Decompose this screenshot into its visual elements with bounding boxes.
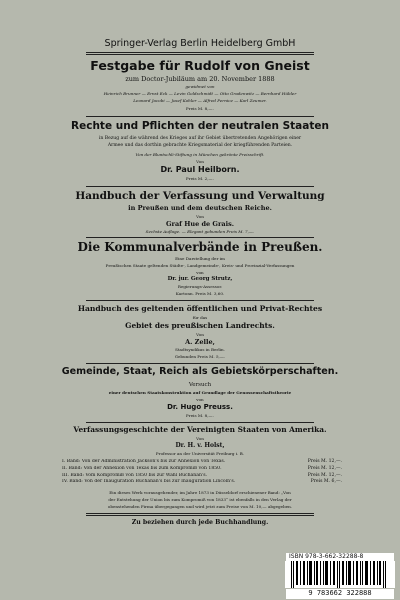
volume-price: Preis M. 12,—. [307,465,342,471]
ad3-author: Graf Hue de Grais. [165,220,235,228]
ad3-von: Von [196,214,204,219]
ad6-price: Preis M. 8,—. [186,413,214,418]
ad4-von: von [196,270,204,275]
ad5-author: A. Zelle, [185,338,215,346]
ad3-title-line1: Handbuch der Verfassung und Verwaltung [75,190,325,202]
volume-entry [62,479,342,486]
ad2-author: Dr. Paul Heilborn. [160,165,240,174]
divider [86,116,314,117]
ad2-desc-line1: in Bezug auf die während des Krieges auf ihr Gebiet übertretenden Angehörigen einer [98,136,302,141]
ad1-note: gewidmet von [185,84,215,89]
volume-price: Preis M. 6,—. [310,479,342,485]
volume-price: Preis M. 12,—. [307,459,342,464]
ad4-price: Kartonn. Preis M. 3,60. [175,291,225,296]
ad5-title-line2: Gebiet des preußischen Landrechts. [125,321,275,330]
ad7-note-line2: der Entstehung der Union bis zum Kompromiß von 1833“ ist ebenfalls in den Verlag der [108,497,292,502]
ad6-author: Dr. Hugo Preuss. [167,403,233,411]
ad2-title: Rechte und Pflichten der neutralen Staaten [71,120,329,132]
divider [86,422,314,423]
ad6-desc: einer deutschen Staatskonstruktion auf Grundlage der Genossenschaftstheorie [108,390,292,395]
ad2-desc-line2: Armee und das dorthin gebrachte Kriegsmaterial der kriegführenden Parteien. [107,143,293,148]
ad7-title: Verfassungsgeschichte der Vereinigten Staaten von Amerika. [73,425,327,434]
ad1-price: Preis M. 8,—. [186,106,214,111]
ad6-versuch: Versuch [188,382,212,388]
volume-entry [62,473,342,480]
volume-entry [62,466,342,473]
ad7-von: Von [196,436,204,441]
top-double-rule [86,52,314,55]
isbn-label: ISBN 978-3-662-32288-8 [286,553,394,562]
ad3-edition: Sechste Auflage. — Elegant gebunden Preis M. 7,—. [145,229,255,234]
ad3-title-line2: in Preußen und dem deutschen Reiche. [128,204,272,212]
ad2-price: Preis M. 2,—. [186,176,214,181]
ad1-authors-line2: Leonard Jacobi — Josef Kohler — Alfred Pernice — Karl Zeumer. [133,98,267,103]
volume-text: III. Band: Vom Kompromiß von 1850 bis zur Wahl Buchanan's. [62,472,208,478]
ad5-title: Handbuch des geltenden öffentlichen und Privat-Rechtes [77,304,323,313]
ad5-price: Gebunden Preis M. 5,—. [174,354,226,359]
ad5-fuer: für das [192,315,208,320]
ad4-desc-line1: Eine Darstellung der im [175,256,225,261]
ad1-subtitle: zum Doctor-Jubiläum am 20. November 1888 [125,75,275,83]
ad5-role: Stadtsyndikus in Berlin. [175,347,225,352]
ad2-von: Von [196,159,204,164]
ad1-title: Festgabe für Rudolf von Gneist [90,58,310,73]
ad4-desc-line2: Preußischen Staate geltenden Städte-, Landgemeinde-, Kreis- und Provinzial-Verfassungen [105,263,295,268]
barcode-digits: 9 783662 322888 [286,589,394,599]
divider [86,237,314,238]
divider [86,186,314,187]
volume-text: II. Band: Von der Annexion von Texas bis zum Kompromiß von 1850. [62,465,222,471]
divider [86,300,314,301]
ad4-role: Regierungs-Assessor. [177,284,223,289]
volume-entry [62,459,342,466]
barcode-image [285,561,395,588]
ad7-note-line3: obenstehenden Firma übergegangen und wird jetzt zum Preise von M. 10,— abgegeben. [107,504,293,509]
footer-text: Zu beziehen durch jede Buchhandlung. [131,519,269,526]
ad4-title: Die Kommunalverbände in Preußen. [77,240,323,254]
ad7-author: Dr. H. v. Holst, [175,442,225,449]
ad6-title: Gemeinde, Staat, Reich als Gebietskörperschaften. [61,366,339,377]
ad7-role: Professor an der Universität Freiburg i. B. [155,451,245,456]
bottom-double-rule [86,513,314,516]
volume-price: Preis M. 12,—. [307,472,342,478]
divider [86,363,314,364]
volume-text: I. Band: Von der Administration Jackson's bis zur Annexion von Texas. [62,459,226,464]
ad5-von: Von [196,332,204,337]
ad7-volume-list [62,459,342,486]
publisher-header: Springer-Verlag Berlin Heidelberg GmbH [104,38,296,49]
ad2-prize: Von der Bluntschli-Stiftung in München gekrönte Preisschrift. [135,152,265,157]
ad4-author: Dr. jur. Georg Strutz, [167,276,233,282]
ad1-authors-line1: Heinrich Brunner — Ernst Eck — Levin Goldschmidt — Otto Gradenwitz — Bernhard Hübler [103,91,297,96]
ad6-von: von [196,397,204,402]
ad7-note-line1: Ein dieses Werk vorausgehender, im Jahre 1873 in Düsseldorf erschienener Band: „Von [109,490,291,495]
volume-text: IV. Band: Von der Inauguration Buchanan's bis zur Inauguration Lincoln's. [62,479,236,485]
